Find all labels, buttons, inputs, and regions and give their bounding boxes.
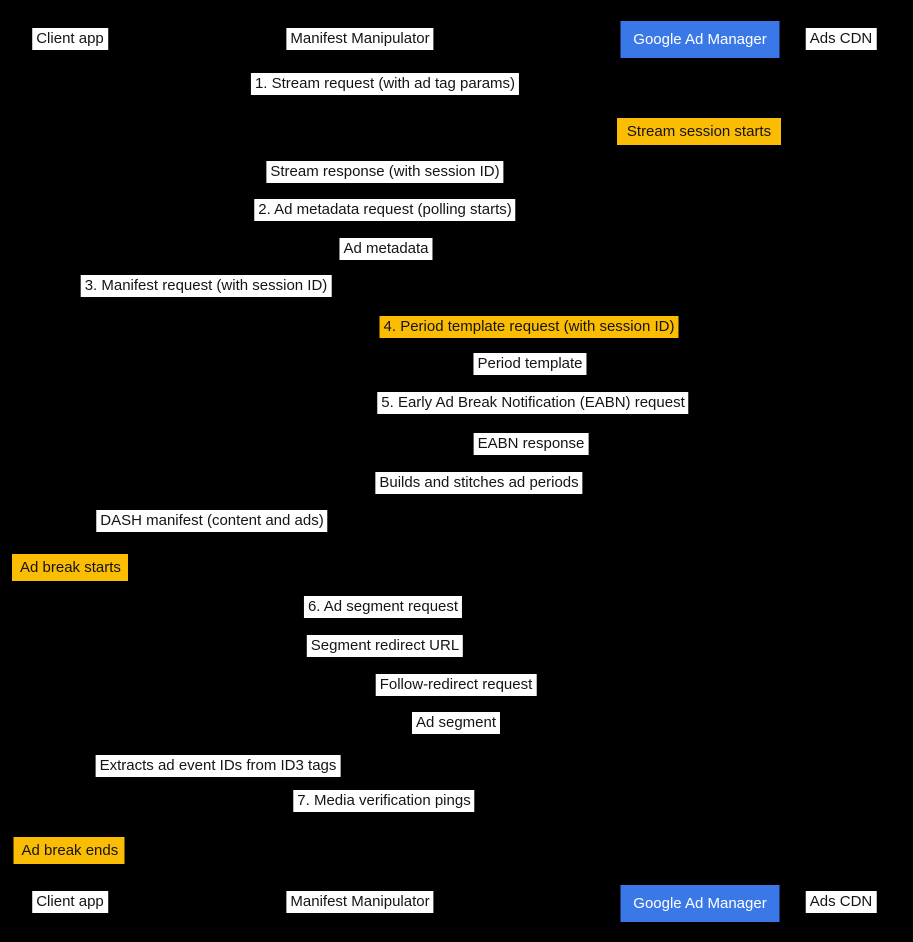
- message-ad-metadata: Ad metadata: [339, 238, 432, 260]
- actor-google-ad-manager-bottom: Google Ad Manager: [621, 885, 780, 922]
- message-builds-stitches-ad-periods: Builds and stitches ad periods: [375, 472, 582, 494]
- note-ad-break-starts: Ad break starts: [12, 554, 128, 581]
- message-eabn-response: EABN response: [474, 433, 589, 455]
- actor-ads-cdn-bottom: Ads CDN: [806, 891, 877, 913]
- message-ad-segment: Ad segment: [412, 712, 500, 734]
- message-stream-response: Stream response (with session ID): [266, 161, 503, 183]
- message-segment-redirect-url: Segment redirect URL: [307, 635, 463, 657]
- message-follow-redirect-request: Follow-redirect request: [376, 674, 537, 696]
- actor-client-app-top: Client app: [32, 28, 108, 50]
- message-eabn-request: 5. Early Ad Break Notification (EABN) request: [377, 392, 688, 414]
- message-extracts-id3-tags: Extracts ad event IDs from ID3 tags: [96, 755, 341, 777]
- message-dash-manifest: DASH manifest (content and ads): [96, 510, 327, 532]
- actor-manifest-manipulator-top: Manifest Manipulator: [286, 28, 433, 50]
- note-ad-break-ends: Ad break ends: [14, 837, 125, 864]
- message-period-template: Period template: [473, 353, 586, 375]
- actor-manifest-manipulator-bottom: Manifest Manipulator: [286, 891, 433, 913]
- actor-client-app-bottom: Client app: [32, 891, 108, 913]
- actor-ads-cdn-top: Ads CDN: [806, 28, 877, 50]
- note-stream-session-starts: Stream session starts: [617, 118, 781, 145]
- message-stream-request: 1. Stream request (with ad tag params): [251, 73, 519, 95]
- message-ad-metadata-request: 2. Ad metadata request (polling starts): [254, 199, 515, 221]
- message-period-template-request: 4. Period template request (with session ID): [380, 316, 679, 338]
- message-manifest-request: 3. Manifest request (with session ID): [81, 275, 332, 297]
- message-media-verification-pings: 7. Media verification pings: [293, 790, 474, 812]
- actor-google-ad-manager-top: Google Ad Manager: [621, 21, 780, 58]
- message-ad-segment-request: 6. Ad segment request: [304, 596, 462, 618]
